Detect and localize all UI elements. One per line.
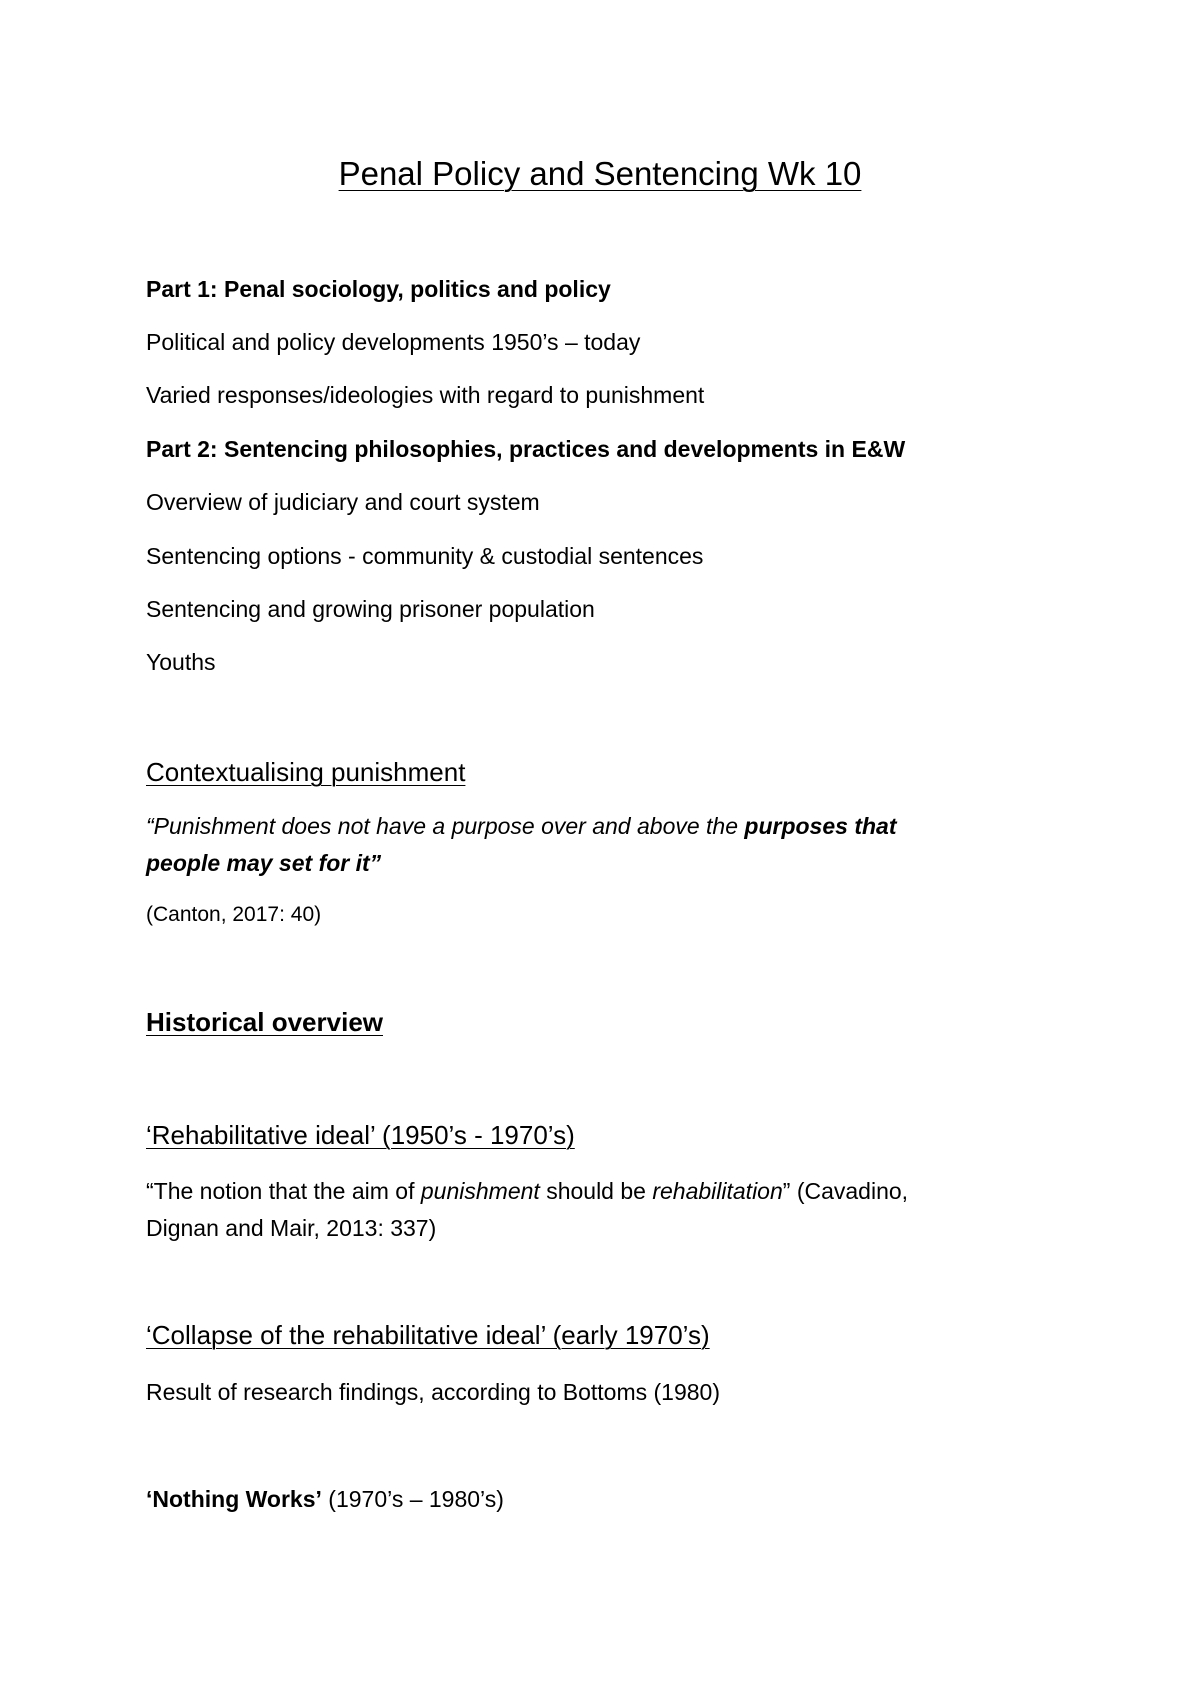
part2-item: Sentencing and growing prisoner population <box>146 596 595 622</box>
context-quote-text: “Punishment does not have a purpose over and above the <box>146 813 745 839</box>
nothing-works-dates: (1970’s – 1980’s) <box>321 1486 504 1512</box>
collapse-text: Result of research findings, according to Bottoms (1980) <box>146 1379 721 1405</box>
page-title: Penal Policy and Sentencing Wk 10 <box>338 155 862 192</box>
part2-heading: Part 2: Sentencing philosophies, practices and developments in E&W <box>146 436 906 462</box>
rehab-quote-end: ” (Cavadino, <box>782 1178 909 1204</box>
context-quote-line1 <box>146 811 896 841</box>
rehab-quote-line2: Dignan and Mair, 2013: 337) <box>146 1215 437 1241</box>
context-citation: (Canton, 2017: 40) <box>146 903 322 926</box>
part2-item: Youths <box>146 649 216 675</box>
context-quote-line2: people may set for it” <box>146 850 382 876</box>
part1-heading: Part 1: Penal sociology, politics and policy <box>146 276 611 302</box>
rehab-quote-emphasis: rehabilitation <box>652 1178 783 1204</box>
rehab-quote-mid: should be <box>539 1178 653 1204</box>
part1-item: Varied responses/ideologies with regard to punishment <box>146 382 705 408</box>
rehab-quote-start: “The notion that the aim of <box>146 1178 421 1204</box>
rehab-quote-emphasis: punishment <box>420 1178 540 1204</box>
historical-heading: Historical overview <box>146 1007 383 1037</box>
part1-item: Political and policy developments 1950’s – today <box>146 329 641 355</box>
collapse-heading: ‘Collapse of the rehabilitative ideal’ (early 1970’s) <box>146 1320 710 1350</box>
rehab-heading: ‘Rehabilitative ideal’ (1950’s - 1970’s) <box>146 1120 575 1150</box>
nothing-works-label: ‘Nothing Works’ <box>146 1486 322 1512</box>
nothing-works-heading <box>146 1484 504 1514</box>
part2-item: Overview of judiciary and court system <box>146 489 540 515</box>
part2-item: Sentencing options - community & custodial sentences <box>146 543 704 569</box>
context-quote-emphasis: purposes that <box>744 813 897 839</box>
rehab-quote-line1 <box>146 1176 908 1206</box>
context-heading: Contextualising punishment <box>146 757 466 787</box>
